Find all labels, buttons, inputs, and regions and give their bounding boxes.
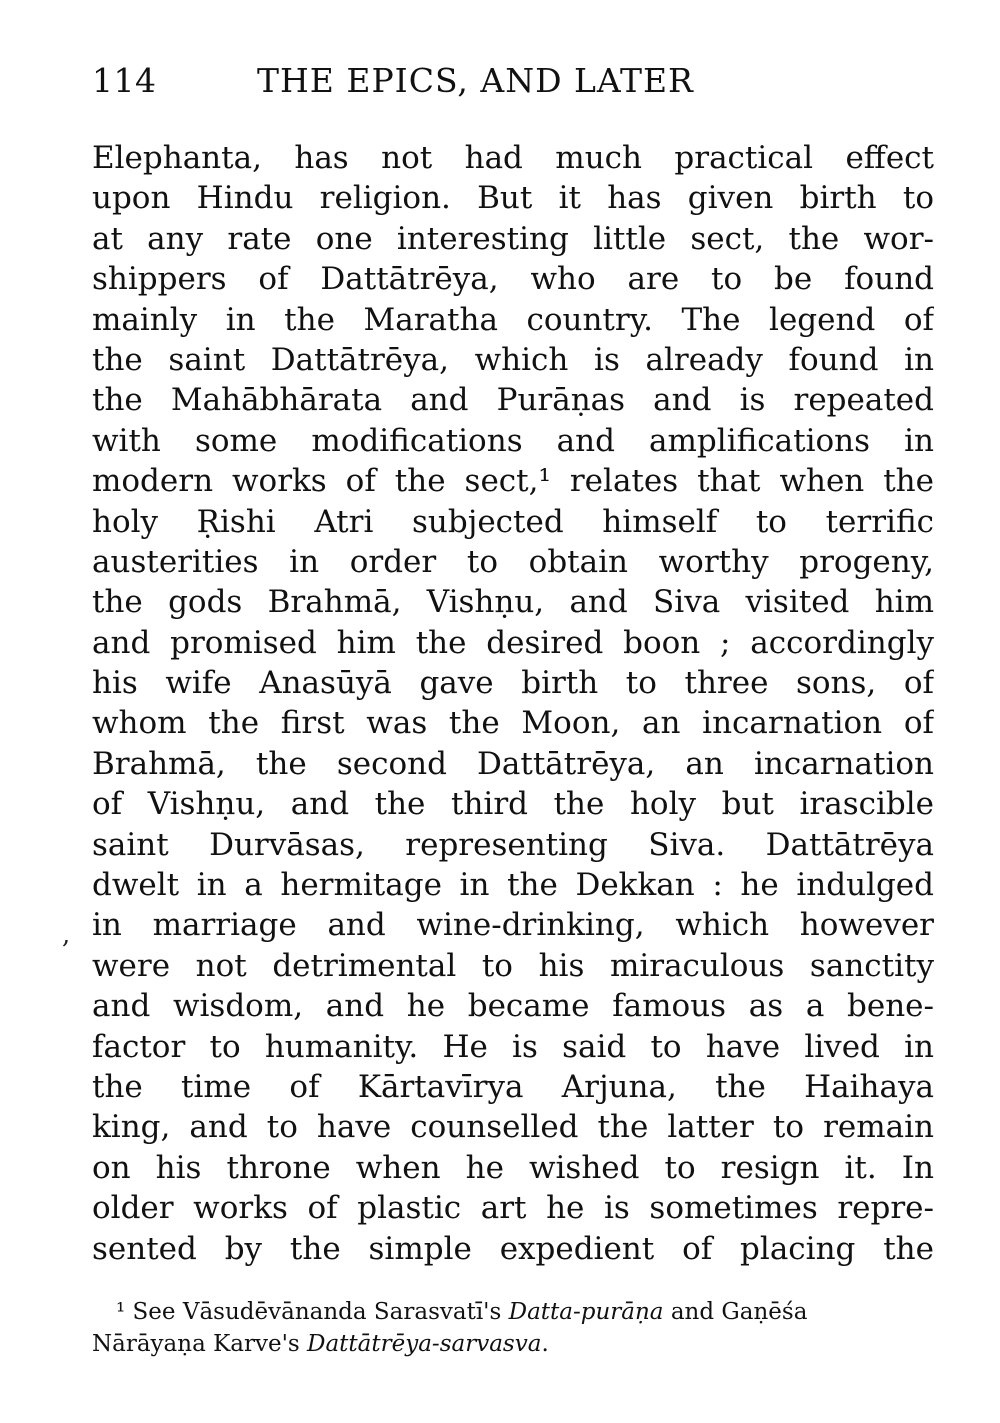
text-line: in marriage and wine-drinking, which however	[92, 907, 934, 944]
footnote-line	[92, 1296, 934, 1328]
text-line: older works of plastic art he is sometimes repre-	[92, 1190, 934, 1227]
footnote-marker: ¹	[116, 1299, 126, 1325]
text-line: were not detrimental to his miraculous sanctity	[92, 947, 934, 984]
page-number: 114	[92, 61, 157, 100]
text-line: on his throne when he wished to resign it. In	[92, 1149, 934, 1186]
text-line: Elephanta, has not had much practical effect	[92, 140, 934, 176]
text-line: austerities in order to obtain worthy progeny,	[92, 543, 934, 580]
text-line: holy Ṛishi Atri subjected himself to terrific	[92, 503, 934, 540]
footnote-text: .	[541, 1331, 549, 1357]
text-line: dwelt in a hermitage in the Dekkan : he indulged	[92, 867, 934, 904]
text-line: shippers of Dattātrēya, who are to be found	[92, 261, 934, 298]
text-line: his wife Anasūyā gave birth to three sons, of	[92, 665, 934, 702]
text-line: whom the first was the Moon, an incarnation of	[92, 705, 934, 742]
text-line: of Vishṇu, and the third the holy but irascible	[92, 786, 934, 823]
running-head	[92, 58, 932, 104]
footnote-text: Nārāyaṇa Karve's	[92, 1331, 308, 1357]
footnote-text: See Vāsudēvānanda Sarasvatī's	[125, 1299, 509, 1325]
text-line: sented by the simple expedient of placing the	[92, 1230, 934, 1267]
text-line: and promised him the desired boon ; accordingly	[92, 624, 934, 661]
text-line: modern works of the sect,¹ relates that when the	[92, 463, 934, 500]
margin-mark: ,	[62, 920, 71, 950]
text-line: and wisdom, and he became famous as a bene-	[92, 988, 934, 1025]
text-line: at any rate one interesting little sect, the wor-	[92, 220, 934, 257]
footnote-line	[92, 1328, 934, 1360]
text-line: Brahmā, the second Dattātrēya, an incarnation	[92, 745, 934, 782]
text-line: the saint Dattātrēya, which is already found in	[92, 341, 934, 378]
text-line: king, and to have counselled the latter to remain	[92, 1109, 934, 1146]
text-line: the gods Brahmā, Vishṇu, and Siva visited him	[92, 584, 934, 621]
text-line: factor to humanity. He is said to have lived in	[92, 1028, 934, 1065]
footnote	[92, 1296, 934, 1360]
footnote-text: and Gaṇēśa	[663, 1299, 808, 1325]
running-title: THE EPICS, AND LATER	[257, 61, 694, 100]
text-line: the Mahābhārata and Purāṇas and is repeated	[92, 382, 934, 419]
text-line: the time of Kārtavīrya Arjuna, the Haihaya	[92, 1068, 934, 1105]
text-line: mainly in the Maratha country. The legend of	[92, 301, 934, 338]
footnote-title: Datta-purāṇa	[508, 1299, 664, 1325]
footnote-title: Dattātrēya-sarvasva	[307, 1331, 542, 1357]
text-line: with some modifications and amplifications in	[92, 422, 934, 459]
text-line: saint Durvāsas, representing Siva. Dattātrēya	[92, 826, 934, 863]
text-line: upon Hindu religion. But it has given birth to	[92, 180, 934, 217]
body-text	[92, 138, 934, 1269]
